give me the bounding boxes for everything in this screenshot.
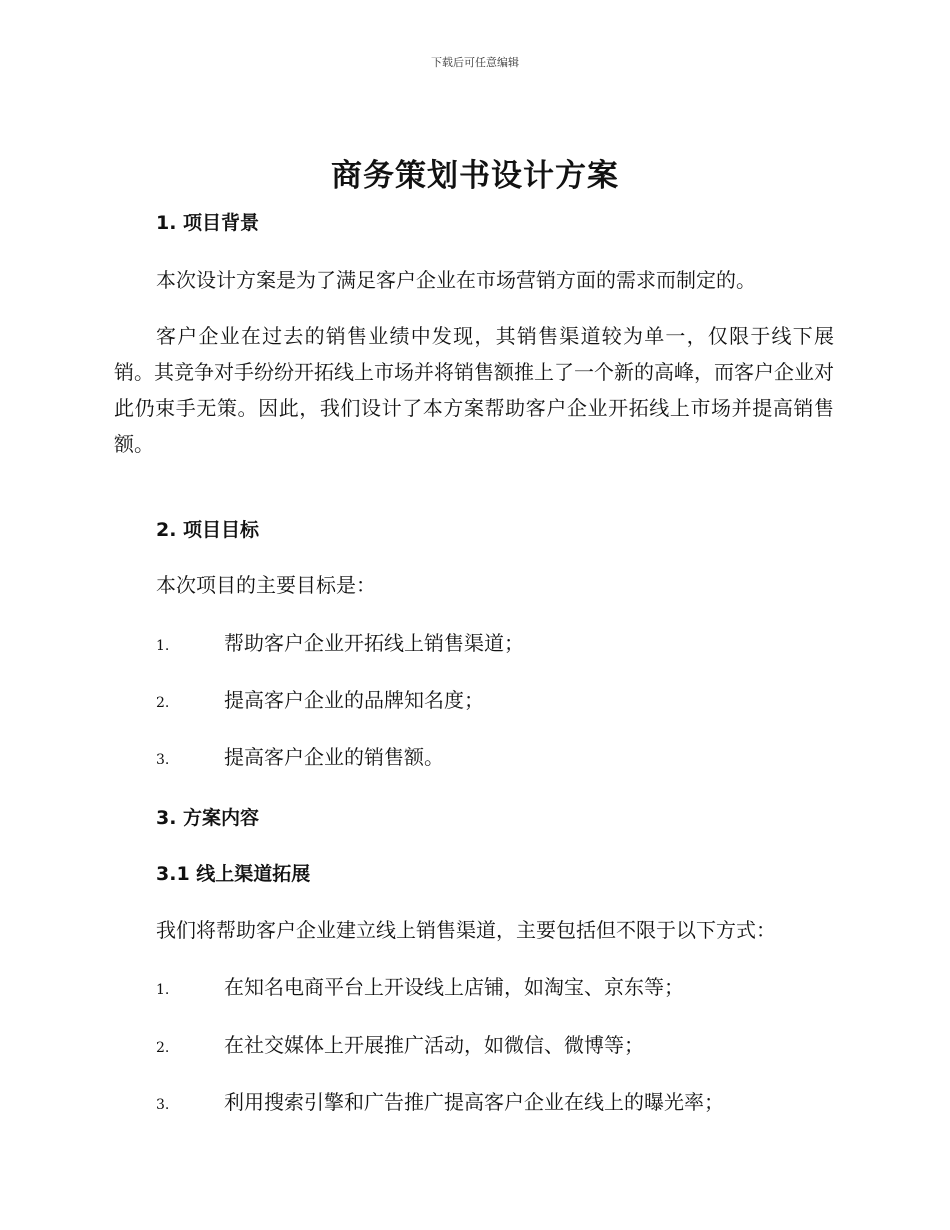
list-item-text: 提高客户企业的销售额。	[224, 745, 444, 769]
list-item-number: 1.	[156, 638, 170, 654]
list-item-text: 提高客户企业的品牌知名度；	[224, 688, 484, 712]
list-item	[156, 742, 444, 775]
list-item-number: 2.	[156, 695, 170, 711]
section-2-heading: 2. 项目目标	[156, 519, 260, 541]
list-item-text: 在社交媒体上开展推广活动，如微信、微博等；	[224, 1033, 644, 1057]
list-item-number: 1.	[156, 982, 170, 998]
section-1-paragraph-1: 本次设计方案是为了满足客户企业在市场营销方面的需求而制定的。	[156, 268, 756, 292]
document-title: 商务策划书设计方案	[331, 158, 619, 194]
subsection-3-1-heading: 3.1 线上渠道拓展	[156, 863, 311, 885]
section-1-paragraph-2: 客户企业在过去的销售业绩中发现，其销售渠道较为单一，仅限于线下展销。其竞争对手纷纷开拓线上市场并将销售额推上了一个新的高峰，而客户企业对此仍束手无策。因此，我们设计了本方案帮助客户企业开拓线上市场并提高销售额。	[114, 324, 834, 456]
header-note: 下载后可任意编辑	[431, 56, 519, 69]
list-item-text: 利用搜索引擎和广告推广提高客户企业在线上的曝光率；	[224, 1090, 724, 1114]
list-item	[156, 628, 524, 661]
list-item-text: 在知名电商平台上开设线上店铺，如淘宝、京东等；	[224, 975, 684, 999]
list-item	[156, 1030, 644, 1063]
list-item	[156, 972, 684, 1005]
section-1-heading: 1. 项目背景	[156, 212, 260, 234]
list-item-number: 3.	[156, 1097, 170, 1113]
list-item	[156, 685, 484, 718]
list-item-number: 2.	[156, 1040, 170, 1056]
subsection-3-1-intro: 我们将帮助客户企业建立线上销售渠道，主要包括但不限于以下方式：	[156, 918, 776, 942]
list-item-number: 3.	[156, 752, 170, 768]
section-3-heading: 3. 方案内容	[156, 807, 260, 829]
list-item	[156, 1087, 724, 1120]
list-item-text: 帮助客户企业开拓线上销售渠道；	[224, 631, 524, 655]
section-2-intro: 本次项目的主要目标是：	[156, 573, 376, 597]
